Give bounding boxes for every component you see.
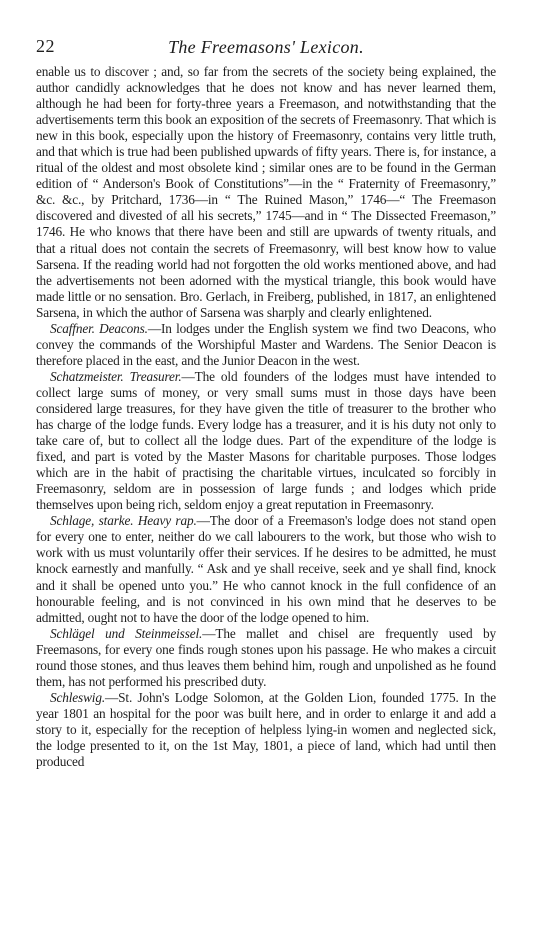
entry-text: —The mallet and chisel are frequently used by Freemasons, for every one finds rough stones upon his passage. He who makes a circuit round those stones, and thus leaves them behind him, rough and unpolished as he found them, has not performed his prescribed duty. [36,625,496,689]
entry-schlagel-und-steinmeissel [36,626,496,690]
entry-text: —St. John's Lodge Solomon, at the Golden Lion, founded 1775. In the year 1801 an hospital for the poor was built here, and in order to enlarge it and add a story to it, especially for the reception of helpless lying-in women and neglected sick, the lodge presented to it, on the 1st May, 1801, a piece of land, which had until then produced [36,689,496,770]
entry-headword: Schleswig. [50,689,106,705]
entry-headword: Schatzmeister. Treasurer. [50,368,182,384]
paragraph-sarsena-continued [36,64,496,321]
entry-schlage-starke [36,513,496,625]
entry-text: —In lodges under the English system we find two Deacons, who convey the commands of the Worshipful Master and Wardens. The Senior Deacon is therefore placed in the east, and the Junior Deacon in the west. [36,320,496,368]
entry-schleswig [36,690,496,770]
body-text [36,64,496,770]
page-header [36,36,496,60]
entry-headword: Schlage, starke. Heavy rap. [50,513,197,529]
entry-schatzmeister [36,369,496,513]
running-title: The Freemasons' Lexicon. [168,37,364,57]
paragraph-text: enable us to discover ; and, so far from the secrets of the society being explained, the author candidly acknowledges that he does not know and has never learned them, although he had been for forty-three years a Freemason, and notwithstanding that the advertisements term this book an exposition of the secrets of Freemasonry. That which is new in this book, especially upon the history of Freemasonry, contains very little truth, and that which is true had been published upwards of fifty years. There is, for instance, a ritual of the oldest and most obsolete kind ; similar ones are to be found in the German edition of “ Anderson's Book of Constitutions”—in the “ Fraternity of Freemasonry,” &c. &c., by Pritchard, 1736—in “ The Ruined Mason,” 1746—“ The Freemason discovered and divested of all his secrets,” 1745—and in “ The Dissected Freemason,” 1746. He who knows that there have been and still are upwards of twenty rituals, and that a ritual does not contain the secrets of Freemasonry, will best know how to value Sarsena. If the reading world had not forgotten the old works mentioned above, and had the advertisements not been adorned with the mystical triangle, this book would have made little or no sensation. Bro. Gerlach, in Freiberg, published, in 1817, an enlightened Sarsena, in which the author of Sarsena was sharply and clearly enlightened. [36,64,496,320]
entry-text: —The door of a Freemason's lodge does not stand open for every one to enter, neither do we call labourers to the work, but those who wish to work with us must voluntarily offer their services. If he desires to be admitted, he must knock earnestly and manfully. “ Ask and ye shall receive, seek and ye shall find, knock and it shall be opened unto you.” He who cannot knock in the full confidence of an honourable feeling, and is not convinced in his own mind that he deserves to be admitted, ought not to have the door of the lodge opened to him. [36,513,496,625]
page-number: 22 [36,36,55,56]
entry-headword: Schlägel und Steinmeissel. [50,625,203,641]
entry-text: —The old founders of the lodges must have intended to collect large sums of money, or very small sums must in those days have been considered large treasures, for they have given the title of treasurer to the brother who has charge of the lodge funds. Every lodge has a treasurer, and it is his duty not only to take care of, but to collect all the lodge dues. Part of the expenditure of the lodge is fixed, and part is voted by the Master Masons for charitable purposes. Those lodges which are in the habit of practising the charitable virtues, inculcated so forcibly in Freemasonry, seldom are in possession of large funds ; and lodges which pride themselves upon being rich, seldom enjoy a great reputation in Freemasonry. [36,368,496,513]
entry-headword: Scaffner. Deacons. [50,320,148,336]
entry-schaffner [36,321,496,369]
